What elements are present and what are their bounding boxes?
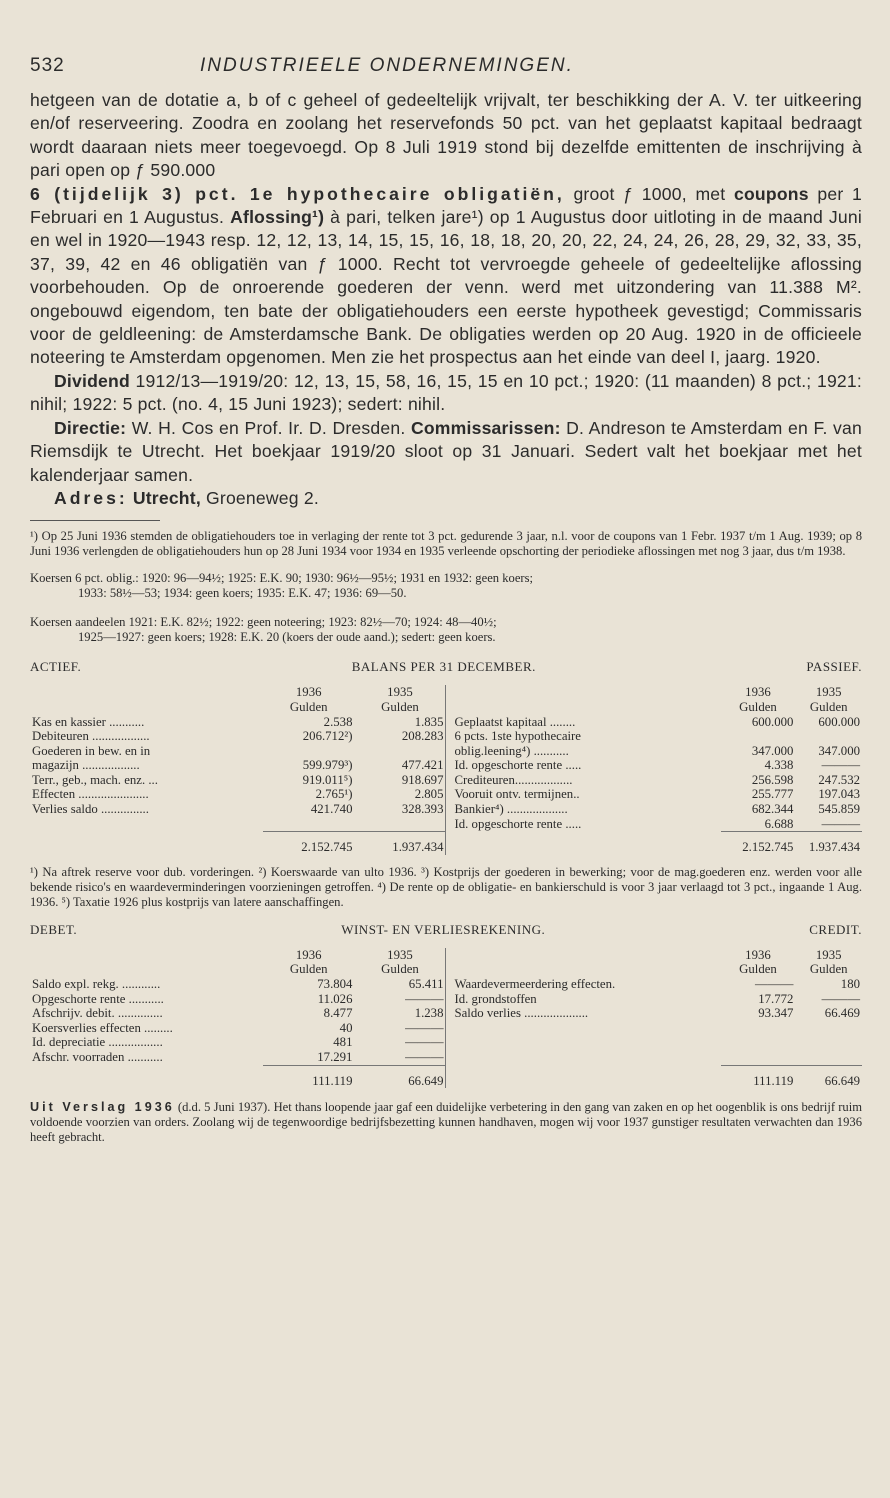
row-label: Afschr. voorraden ...........: [32, 1050, 163, 1064]
value-cell: [354, 744, 446, 759]
value-cell: 4.338: [764, 758, 794, 773]
column-header: 1935: [387, 947, 413, 962]
footnote-rule: [30, 520, 160, 521]
total-cell: 1.937.434: [354, 832, 446, 855]
balans-heading: ACTIEF. BALANS PER 31 DECEMBER. PASSIEF.: [30, 659, 862, 675]
column-header: Gulden: [809, 962, 848, 977]
value-cell: 17.291: [317, 1050, 353, 1064]
column-header: 1936: [295, 685, 322, 700]
column-header: Gulden: [381, 699, 419, 714]
row-label: Verlies saldo ...............: [32, 802, 149, 817]
value-cell: 11.026: [317, 991, 353, 1006]
value-cell: [721, 1035, 796, 1050]
row-label: magazijn ..................: [32, 758, 140, 773]
column-header: [446, 948, 721, 963]
total-cell: 2.152.745: [721, 832, 796, 855]
row-label: Vooruit ontv. termijnen..: [446, 787, 721, 802]
column-header: Gulden: [381, 962, 419, 977]
row-label: Geplaatst kapitaal ........: [446, 715, 721, 730]
total-cell: 111.119: [263, 1065, 355, 1088]
table-row: [30, 1035, 862, 1050]
value-cell: ———: [821, 758, 860, 773]
value-cell: 328.393: [401, 802, 444, 817]
total-cell: 66.649: [354, 1065, 446, 1088]
value-cell: 599.979³): [302, 758, 353, 773]
koersen-aandeelen: Koersen aandeelen 1921: E.K. 82½; 1922: geen noteering; 1923: 82½—70; 1924: 48—40½; 1925—1927: geen koers; 1928: E.K. 20 (koers der oude aand.); sedert: geen koers.: [30, 615, 497, 645]
paragraph-dividend: Dividend 1912/13—1919/20: 12, 13, 15, 58, 16, 15, 15 en 10 pct.; 1920: (11 maanden) 8 pct.; 1921: nihil; 1922: 5 pct. (no. 4, 15 Juni 1923); sedert: nihil.: [30, 370, 862, 415]
value-cell: ———: [405, 1020, 444, 1035]
column-header: [30, 685, 263, 700]
spacer: [30, 832, 263, 855]
value-cell: 180: [840, 977, 860, 992]
row-label: [446, 1035, 721, 1050]
row-label: [446, 1021, 721, 1036]
total-row: [30, 1065, 862, 1088]
value-cell: 66.469: [824, 1006, 860, 1021]
column-header: [446, 685, 721, 700]
value-cell: ———: [405, 1050, 444, 1064]
table-row: [30, 1050, 862, 1065]
value-cell: 600.000: [818, 714, 860, 729]
value-cell: 2.765¹): [315, 787, 353, 802]
page: [30, 55, 862, 1157]
spacer: [446, 832, 721, 855]
profit-loss-table: [30, 948, 862, 1088]
row-label: Waardevermeerdering effecten.: [446, 977, 721, 992]
paragraph-directie: Directie: W. H. Cos en Prof. Ir. D. Dresden. Commissarissen: D. Andreson te Amsterdam en F. van Riemsdijk te Utrecht. Het boekjaar 1919/20 sloot op 31 Januari. Sedert valt het boekjaar met het kalenderjaar samen.: [30, 417, 863, 485]
column-header: Gulden: [289, 699, 328, 714]
paragraph-dotatie: hetgeen van de dotatie a, b of c geheel of gedeeltelijk vrijvalt, ter beschikking der A. V. ter uitkeering en/of reserveering. Zoodra en zoolang het reservefonds 50 pct. van het geplaatst kapitaal bedraagt wordt daaraan niets meer toegevoegd. Op 8 Juli 1919 stond bij dezelfde emittenten de inschrijving à pari open op ƒ 590.000: [30, 90, 862, 181]
value-cell: [795, 1050, 862, 1065]
column-header: [446, 962, 721, 977]
balance-sheet-table: [30, 685, 862, 855]
total-cell: 111.119: [721, 1065, 796, 1088]
table-row: [30, 744, 862, 759]
value-cell: ———: [821, 816, 860, 831]
value-cell: 8.477: [323, 1006, 353, 1021]
table-row: [30, 729, 862, 744]
value-cell: 73.804: [317, 977, 353, 992]
value-cell: 682.344: [751, 802, 794, 817]
row-label: [30, 817, 263, 832]
value-cell: [263, 744, 355, 759]
value-cell: [721, 729, 796, 744]
value-cell: 40: [339, 1020, 353, 1035]
value-cell: 2.538: [323, 714, 353, 729]
row-label: Kas en kassier ...........: [32, 714, 145, 729]
footnotes-1: [30, 529, 862, 559]
value-cell: 17.772: [758, 991, 794, 1006]
verslag: Uit Verslag 1936 (d.d. 5 Juni 1937). Het thans loopende jaar gaf een duidelijke verbetering in den gang van zaken en op het oogenblik is ons bedrijf ruim voldoende voorzien van orders. Zoolang wij de tegenwoordige bedrijfsbezetting kunnen handhaven, mogen wij voor 1937 gunstiger resultaten verwachten dan 1936 heeft gebracht.: [30, 1100, 862, 1145]
value-cell: 1.238: [414, 1006, 444, 1021]
table-row: [30, 802, 862, 817]
value-cell: 600.000: [751, 714, 794, 729]
winst-heading: DEBET. WINST- EN VERLIESREKENING. CREDIT.: [30, 921, 862, 937]
row-label: oblig.leening⁴) ...........: [446, 744, 721, 759]
column-header: Gulden: [289, 962, 328, 977]
total-row: [30, 832, 862, 855]
column-header: 1936: [295, 947, 322, 962]
total-cell: 1.937.434: [795, 832, 862, 855]
column-header: Gulden: [739, 699, 777, 714]
value-cell: [795, 1035, 862, 1050]
unit-row: [30, 700, 862, 715]
value-cell: 1.835: [414, 714, 444, 729]
footnote-2: ¹) Na aftrek reserve voor dub. vorderingen. ²) Koerswaarde van ulto 1936. ³) Kostprijs der goederen in bewerking; voor de mag.goederen enz. werden voor alle bekende risico's en waardeverminderingen voorzieningen getroffen. ⁴) De rente op de obligatie- en bankierschuld is voor 3 jaar verlaagd tot 3 pct., ingaande 1 Aug. 1936. ⁵) Taxatie 1926 plus kostprijs van latere aanschaffingen.: [30, 864, 862, 909]
column-header: 1936: [745, 685, 771, 700]
table-row: [30, 977, 862, 992]
value-cell: [263, 817, 355, 832]
spacer: [446, 1065, 721, 1088]
table-row: [30, 773, 862, 788]
value-cell: 919.011⁵): [302, 772, 353, 787]
table-row: [30, 1021, 862, 1036]
column-header: [446, 700, 721, 715]
value-cell: ———: [821, 991, 860, 1006]
column-header: Gulden: [809, 699, 848, 714]
row-label: Saldo expl. rekg. ............: [32, 977, 161, 992]
value-cell: 421.740: [310, 802, 353, 817]
page-number: 532: [30, 55, 65, 76]
paragraph-adres: Adres: Utrecht, Groeneweg 2.: [54, 487, 319, 508]
row-label: Id. depreciatie .................: [32, 1035, 163, 1050]
year-row: [30, 685, 862, 700]
row-label: [446, 1050, 721, 1065]
column-header: 1935: [815, 947, 842, 962]
row-label: Terr., geb., mach. enz. ...: [32, 772, 158, 787]
table-row: [30, 715, 862, 730]
value-cell: 481: [333, 1035, 353, 1050]
row-label: Koersverlies effecten .........: [32, 1020, 173, 1035]
row-label: Saldo verlies ....................: [446, 1006, 721, 1021]
value-cell: 347.000: [818, 743, 860, 758]
row-label: Opgeschorte rente ...........: [32, 991, 164, 1006]
value-cell: 206.712²): [302, 729, 353, 744]
spacer: [30, 1065, 263, 1088]
row-label: Id. opgeschorte rente .....: [446, 817, 721, 832]
koersen-obligaties: Koersen 6 pct. oblig.: 1920: 96—94½; 1925: E.K. 90; 1930: 96½—95½; 1931 en 1932: geen koers; 1933: 58½—53; 1934: geen koers; 1935: E.K. 47; 1936: 69—50.: [30, 571, 533, 601]
row-label: Debiteuren ..................: [32, 729, 150, 744]
row-label: Effecten ......................: [32, 787, 149, 802]
table-row: [30, 992, 862, 1007]
row-label: Afschrijv. debit. ..............: [32, 1006, 163, 1021]
value-cell: 197.043: [818, 787, 860, 802]
value-cell: [721, 1050, 796, 1065]
column-header: [30, 948, 263, 963]
value-cell: 93.347: [758, 1006, 794, 1021]
unit-row: [30, 962, 862, 977]
value-cell: [795, 1021, 862, 1036]
main-text: [30, 89, 862, 510]
column-header: [30, 962, 263, 977]
row-label: Id. grondstoffen: [446, 992, 721, 1007]
value-cell: 208.283: [401, 729, 444, 744]
column-header: 1936: [745, 947, 771, 962]
row-label: Id. opgeschorte rente .....: [446, 758, 721, 773]
table-row: [30, 787, 862, 802]
value-cell: 477.421: [401, 758, 444, 773]
running-title: INDUSTRIEELE ONDERNEMINGEN.: [200, 55, 574, 76]
value-cell: 347.000: [751, 743, 794, 758]
row-label: Goederen in bew. en in: [32, 743, 151, 758]
column-header: 1935: [815, 685, 842, 700]
value-cell: ———: [405, 991, 444, 1006]
bond-title: 6 (tijdelijk 3) pct. 1e hypothecaire obligatiën,: [30, 183, 565, 204]
row-label: Bankier⁴) ...................: [446, 802, 721, 817]
value-cell: [795, 729, 862, 744]
total-cell: 2.152.745: [263, 832, 355, 855]
value-cell: 2.805: [414, 787, 444, 802]
footnote-1: ¹) Op 25 Juni 1936 stemden de obligatiehouders toe in verlaging der rente tot 3 pct. gedurende 3 jaar, n.l. voor de coupons van 1 Febr. 1937 t/m 1 Aug. 1939; op 8 Juni 1936 verlengden de obligatiehouders hun op 28 Juni 1934 voor 1934 en 1935 verleende opschorting der periodieke aflossingen met nog 3 jaar, dus t/m 1938.: [30, 529, 862, 559]
column-header: [30, 700, 263, 715]
value-cell: 918.697: [401, 772, 444, 787]
page-header: [30, 55, 862, 77]
value-cell: 6.688: [764, 816, 794, 831]
column-header: 1935: [387, 685, 413, 700]
year-row: [30, 948, 862, 963]
total-cell: 66.649: [795, 1065, 862, 1088]
value-cell: [721, 1021, 796, 1036]
value-cell: 247.532: [818, 772, 860, 787]
value-cell: ———: [755, 977, 794, 992]
footnotes-2: [30, 865, 862, 910]
table-row: [30, 1006, 862, 1021]
value-cell: 255.777: [751, 787, 794, 802]
table-row: [30, 817, 862, 832]
row-label: Crediteuren..................: [446, 773, 721, 788]
table-row: [30, 758, 862, 773]
column-header: Gulden: [739, 962, 777, 977]
paragraph-obligaties: 6 (tijdelijk 3) pct. 1e hypothecaire obligatiën, groot ƒ 1000, met coupons per 1 Februari en 1 Augustus. Aflossing¹) à pari, telken jare¹) op 1 Augustus door uitloting in de maand Juni en wel in 1920—1943 resp. 12, 12, 13, 14, 15, 15, 16, 18, 18, 20, 20, 22, 24, 24, 26, 28, 29, 32, 33, 35, 37, 39, 42 en 46 obligatiën van ƒ 1000. Recht tot vervroegde geheele of gedeeltelijke aflossing voorbehouden. Op de onroerende goederen der venn. werd met uitzondering van 11.388 M². ongebouwd eigendom, ten bate der obligatiehouders een eerste hypotheek gevestigd; Commissaris voor de geldleening: de Amsterdamsche Bank. De obligaties werden op 20 Aug. 1920 in de officieele noteering te Amsterdam opgenomen. Men zie het prospectus aan het einde van deel I, jaarg. 1920.: [30, 183, 862, 368]
value-cell: [354, 817, 446, 832]
row-label: 6 pcts. 1ste hypothecaire: [446, 729, 721, 744]
value-cell: 65.411: [408, 977, 444, 992]
value-cell: 545.859: [818, 802, 860, 817]
value-cell: ———: [405, 1035, 444, 1050]
value-cell: 256.598: [751, 772, 794, 787]
